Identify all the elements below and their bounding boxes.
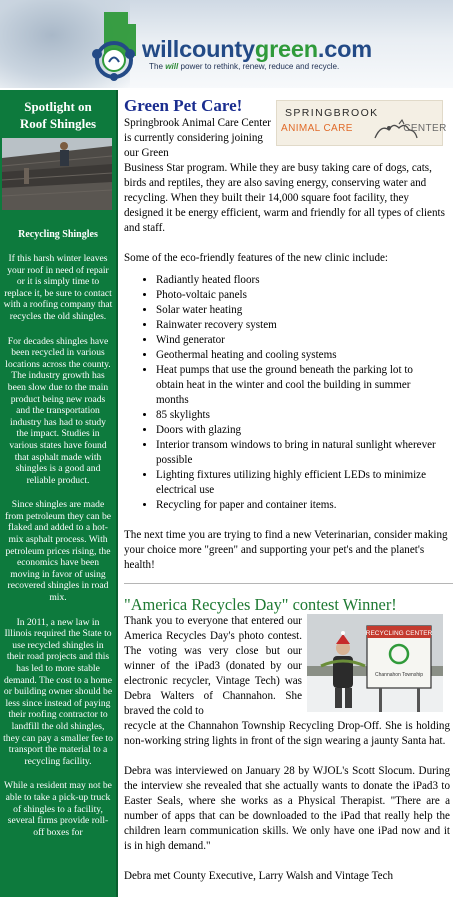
article-title-green-pet-care: Green Pet Care! bbox=[124, 96, 243, 115]
list-item: • Solar water heating bbox=[156, 303, 442, 318]
list-item: • Wind generator bbox=[156, 333, 442, 348]
tagline bbox=[149, 62, 339, 71]
sign-title: RECYCLING CENTER bbox=[365, 630, 433, 637]
springbrook-logo-animal-care: ANIMAL CARE bbox=[281, 123, 353, 134]
brand-county: county bbox=[179, 36, 255, 62]
brand-wordmark[interactable] bbox=[142, 36, 372, 63]
article1-features-intro: Some of the eco-friendly features of the new clinic include: bbox=[124, 252, 388, 264]
tagline-pre: The bbox=[149, 62, 166, 71]
winner-photo bbox=[307, 614, 443, 712]
sidebar-subtitle: Recycling Shingles bbox=[18, 229, 98, 240]
tagline-will: will bbox=[165, 62, 179, 71]
article1-closing: The next time you are trying to find a new Veterinarian, consider making your choice more "green" and supporting your pet's and the planet's health! bbox=[124, 529, 448, 571]
brand-green: green bbox=[254, 36, 318, 62]
willcounty-logo-icon[interactable] bbox=[84, 10, 142, 82]
sidebar-paragraph: Since shingles are made from petroleum they can be flaked and added to a hot-mix asphalt process. With petroleum prices rising, the economics have been moving in favor of using recovered shingles in road mix. bbox=[4, 499, 112, 604]
sidebar-paragraph: While a resident may not be able to take a pick-up truck of shingles to a facility, several firms provide roll-off boxes for bbox=[4, 780, 112, 838]
list-item: • Radiantly heated floors bbox=[156, 273, 442, 288]
features-list bbox=[124, 273, 442, 513]
sidebar-paragraph: For decades shingles have been recycled in various locations across the county. The industry growth has been slow due to the main product being new roads and the transportation industry has had to study the impact. Studies in various states have found that asphalt made with shingles is a good and reliable product. bbox=[5, 335, 111, 486]
sidebar-paragraph: If this harsh winter leaves your roof in need of repair or it is simply time to replace it, be sure to contact with a roofing company that recycles the old shingles. bbox=[3, 253, 113, 322]
roof-shingles-photo bbox=[2, 138, 112, 210]
contest-final-paragraph: Debra met County Executive, Larry Walsh and Vintage Tech bbox=[124, 870, 394, 882]
sidebar-title-line2: Roof Shingles bbox=[19, 116, 97, 131]
list-item: • Photo-voltaic panels bbox=[156, 288, 442, 303]
article-title-contest-winner: "America Recycles Day" contest Winner! bbox=[124, 595, 397, 614]
list-item: • Doors with glazing bbox=[156, 423, 442, 438]
article1-intro-top: Springbrook Animal Care Center is currently considering joining our Green bbox=[124, 117, 271, 159]
list-item: • Recycling for paper and container items. bbox=[156, 498, 442, 513]
list-item: • Interior transom windows to bring in natural sunlight wherever possible bbox=[156, 438, 442, 468]
sidebar-paragraph: In 2011, a new law in Illinois required the State to use recycled shingles in their road projects and this has led to more stable demand. The cost to a home or building owner should be less since instead of paying their roofing contractor to landfill the old shingles, they can pay a smaller fee to transport the material to a recycling facility. bbox=[3, 616, 113, 767]
sidebar bbox=[0, 90, 118, 897]
contest-interview-paragraph: Debra was interviewed on January 28 by WJOL's Scott Slocum. During the interview she revealed that she actually wants to donate the iPad3 to Easter Seals, where she works as a Physical Therapist. "There are a number of apps that can be downloaded to the iPad that really help the children learn communication skills. We only have one iPad now and it is in high demand." bbox=[124, 765, 450, 852]
springbrook-logo-line2 bbox=[281, 123, 447, 134]
article1-intro-rest: Business Star program. While they are busy taking care of dogs, cats, birds and reptiles, they are also saving energy, conserving water and recycling. When they built their 14,000 square foot facility, they designed it be energy efficient, warm and friendly for all types of clients and staff. bbox=[124, 162, 445, 234]
list-item: • Rainwater recovery system bbox=[156, 318, 442, 333]
list-item: • Lighting fixtures utilizing highly efficient LEDs to minimize electrical use bbox=[156, 468, 442, 498]
site-header bbox=[0, 0, 453, 88]
sign-subtitle: Channahon Township bbox=[374, 672, 424, 678]
list-item: • Geothermal heating and cooling systems bbox=[156, 348, 442, 363]
springbrook-logo-line1: SPRINGBROOK bbox=[285, 107, 379, 119]
pet-silhouette-icon bbox=[373, 118, 419, 142]
contest-paragraph-full: recycle at the Channahon Township Recycling Drop-Off. She is holding non-working string lights in front of the sign wearing a jaunty Santa hat. bbox=[124, 720, 450, 747]
springbrook-logo-center: CENTER bbox=[403, 123, 447, 134]
springbrook-logo bbox=[276, 100, 447, 146]
section-divider bbox=[124, 583, 453, 584]
tagline-post: power to rethink, renew, reduce and recycle. bbox=[178, 62, 340, 71]
main-content bbox=[124, 90, 453, 897]
sidebar-title bbox=[0, 98, 116, 132]
contest-paragraph-wrap: Thank you to everyone that entered our America Recycles Day's photo contest. The voting was very close but our winner of the iPad3 (donated by our electronic recycler, Vintage Tech) was Debra Walters of Channahon. She braved the cold to bbox=[124, 615, 302, 717]
list-item: • Heat pumps that use the ground beneath the parking lot to obtain heat in the winter and cool the building in summer months bbox=[156, 363, 442, 408]
list-item: • 85 skylights bbox=[156, 408, 442, 423]
brand-com: .com bbox=[317, 36, 372, 62]
brand-will: will bbox=[142, 36, 180, 62]
contest-body bbox=[124, 614, 453, 884]
sidebar-title-line1: Spotlight on bbox=[24, 99, 92, 114]
